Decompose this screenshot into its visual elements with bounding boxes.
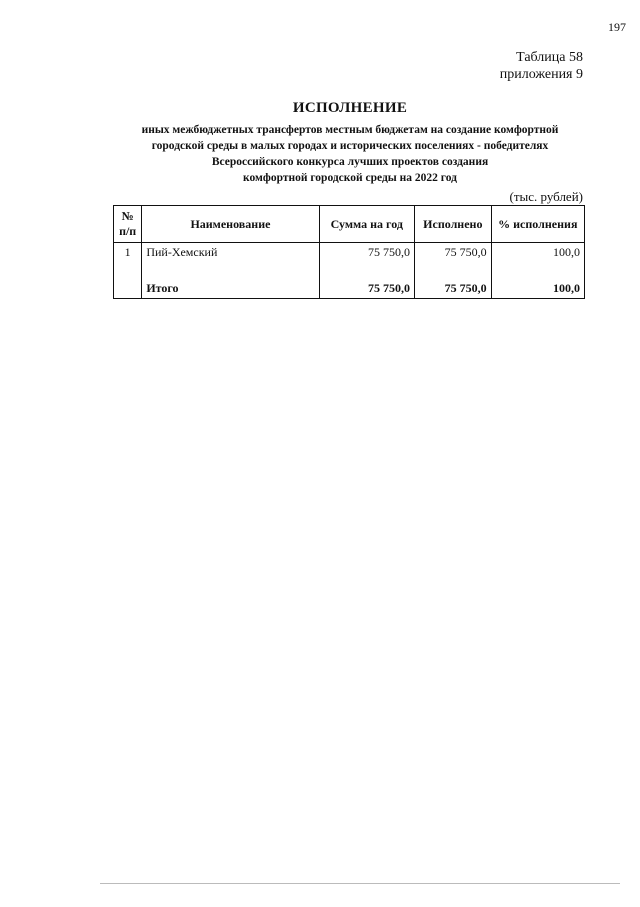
total-sum: 75 750,0 bbox=[319, 279, 414, 299]
row-done: 75 750,0 bbox=[415, 243, 492, 280]
subtitle-line: городской среды в малых городах и исторических поселениях - победителях bbox=[151, 140, 549, 152]
row-num: 1 bbox=[114, 243, 142, 280]
total-label: Итого bbox=[142, 279, 319, 299]
bottom-rule bbox=[100, 883, 620, 884]
table-ref-line1: Таблица 58 bbox=[516, 50, 583, 65]
table-ref-line2: приложения 9 bbox=[499, 67, 583, 82]
document-title: ИСПОЛНЕНИЕ bbox=[292, 100, 408, 116]
header-name: Наименование bbox=[142, 206, 319, 243]
units-label: (тыс. рублей) bbox=[509, 189, 583, 204]
total-row bbox=[114, 279, 585, 299]
header-pct: % исполнения bbox=[491, 206, 584, 243]
header-done: Исполнено bbox=[415, 206, 492, 243]
subtitle-line: Всероссийского конкурса лучших проектов создания bbox=[211, 156, 489, 168]
header-num: № п/п bbox=[114, 206, 142, 243]
row-sum: 75 750,0 bbox=[319, 243, 414, 280]
total-pct: 100,0 bbox=[491, 279, 584, 299]
budget-table bbox=[113, 205, 585, 299]
row-pct: 100,0 bbox=[491, 243, 584, 280]
header-sum: Сумма на год bbox=[319, 206, 414, 243]
subtitle-line: иных межбюджетных трансфертов местным бюджетам на создание комфортной bbox=[141, 124, 559, 136]
total-num bbox=[114, 279, 142, 299]
table-header-row bbox=[114, 206, 585, 243]
subtitle-line: комфортной городской среды на 2022 год bbox=[243, 172, 457, 184]
row-name: Пий-Хемский bbox=[142, 243, 319, 280]
table-reference bbox=[500, 49, 583, 83]
total-done: 75 750,0 bbox=[415, 279, 492, 299]
table-row bbox=[114, 243, 585, 280]
page-number: 197 bbox=[608, 20, 626, 34]
document-subtitle bbox=[0, 122, 640, 186]
